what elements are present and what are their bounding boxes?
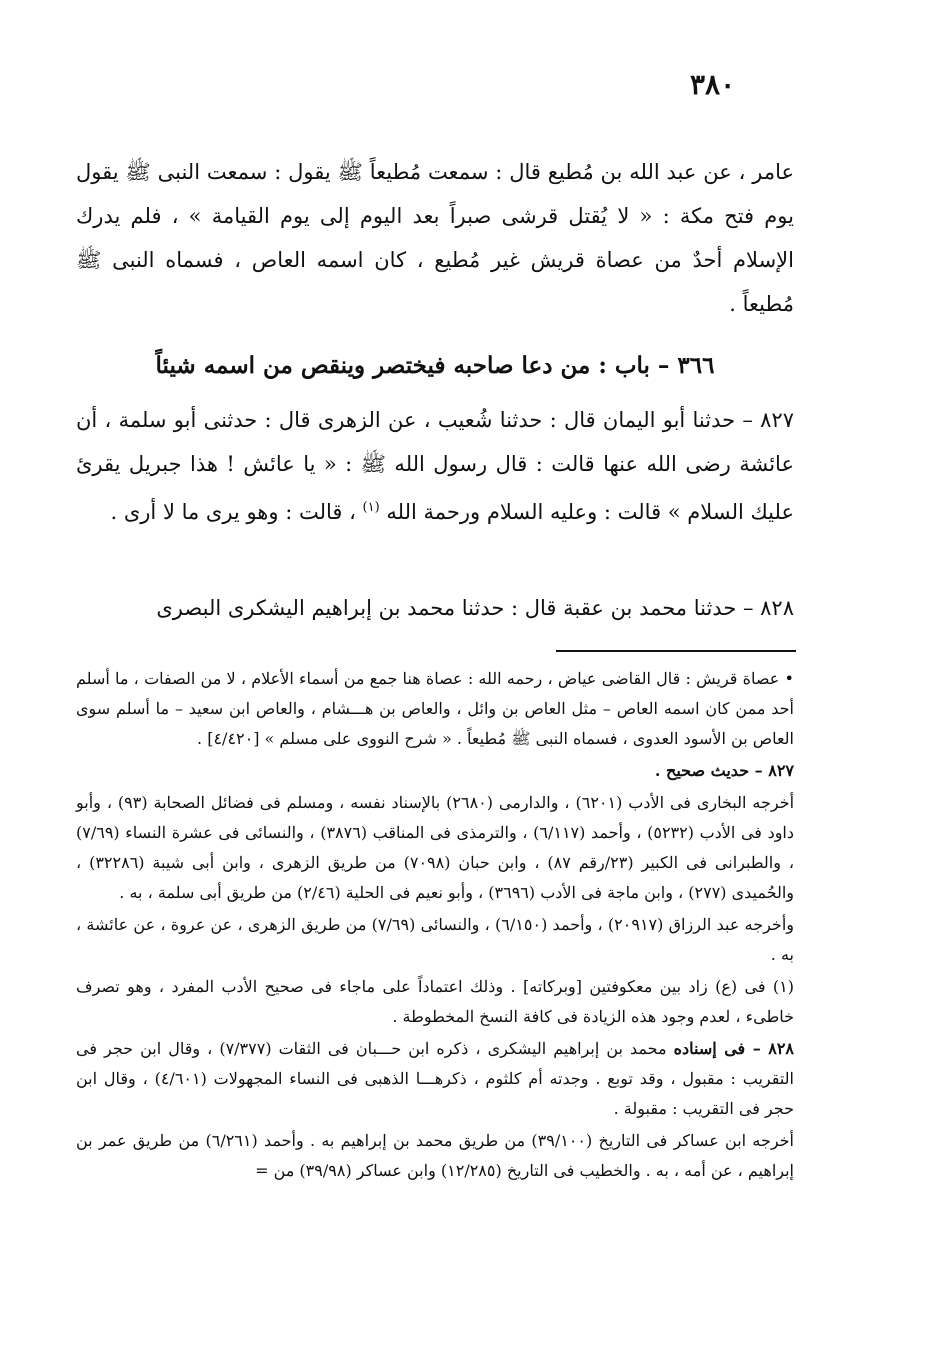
page-number: ٣٨٠ bbox=[690, 68, 736, 101]
footnote-mark: (١) bbox=[362, 500, 380, 515]
main-paragraph: عامر ، عن عبد الله بن مُطيع قال : سمعت مُطيعاً ﷺ يقول : سمعت النبى ﷺ يقول يوم فتح مكة : « لا يُقتل قرشى صبراً بعد اليوم إلى يوم القيامة » ، فلم يدرك الإسلام أحدٌ من عصاة قريش غير مُطيع ، كان اسمه العاص ، فسماه النبى ﷺ مُطيعاً . bbox=[76, 160, 794, 316]
hadith-828 bbox=[76, 586, 794, 630]
note-828-paragraph-2: أخرجه ابن عساكر فى التاريخ (٣٩/١٠٠) من طريق محمد بن إبراهيم به . وأحمد (٦/٢٦١) من طريق عمر بن إبراهيم ، عن أمه ، به . والخطيب فى التاريخ (١٢/٢٨٥) وابن عساكر (٣٩/٩٨) من = bbox=[76, 1131, 795, 1180]
footnote-separator bbox=[556, 650, 796, 652]
note-827-heading: ٨٢٧ – حديث صحيح . bbox=[654, 761, 794, 780]
note-828-text: محمد بن إبراهيم اليشكرى ، ذكره ابن حـــبان فى الثقات (٧/٣٧٧) ، وقال ابن حجر فى التقريب : مقبول ، وقد توبع . وجدته أم كلثوم ، ذكرهـــا الذهبى فى النساء المجهولات (٤/٦٠١) ، وقال ابن حجر فى التقريب : مقبولة . bbox=[76, 1039, 794, 1118]
note-827-paragraph-2: وأخرجه عبد الرزاق (٢٠٩١٧) ، وأحمد (٦/١٥٠) ، والنسائى (٧/٦٩) من طريق الزهرى ، عن عروة ، عن عائشة ، به . bbox=[76, 915, 794, 964]
hadith-828-text: ٨٢٨ – حدثنا محمد بن عقبة قال : حدثنا محمد بن إبراهيم اليشكرى البصرى bbox=[156, 596, 794, 620]
note-828-paragraph-1 bbox=[76, 1034, 794, 1124]
note-827-paragraph-1: أخرجه البخارى فى الأدب (٦٢٠١) ، والدارمى (٢٦٨٠) بالإسناد نفسه ، ومسلم فى فضائل الصحابة (٩٣) ، وأبو داود فى الأدب (٥٢٣٢) ، وأحمد (٦/١١٧) ، والترمذى فى المناقب (٣٨٧٦) ، والنسائى فى عشرة النساء (٧/٦٩) ، والطبرانى فى الكبير (٢٣/رقم ٨٧) ، وابن حبان (٧٠٩٨) من طريق الزهرى ، وابن أبى شيبة (٣٢٢٨٦) ، والحُميدى (٢٧٧) ، وابن ماجة فى الأدب (٣٦٩٦) ، وأبو نعيم فى الحلية (٢/٤٦) من طريق أبى سلمة ، به . bbox=[76, 793, 795, 902]
hadith-827-text-a: ٨٢٧ – حدثنا أبو اليمان قال : حدثنا شُعيب ، عن الزهرى قال : حدثنى أبو سلمة ، أن عائشة رضى الله عنها قالت : قال رسول الله ﷺ : « يا عائش ! هذا جبريل يقرئ عليك السلام » قالت : وعليه السلام ورحمة الله bbox=[76, 408, 794, 524]
hadith-827-text-b: ، قالت : وهو يرى ما لا أرى . bbox=[110, 500, 356, 524]
note-star: • عصاة قريش : قال القاضى عياض ، رحمه الله : عصاة هنا جمع من أسماء الأعلام ، لا من الصفات ، ما أسلم أحد ممن كان اسمه العاص – مثل العاص بن وائل ، والعاص بن هـــشام ، والعاص ابن سعيد – ما أسلم سوى العاص بن الأسود العدوى ، فسماه النبى ﷺ مُطيعاً . « شرح النووى على مسلم » [٤/٤٢٠] . bbox=[76, 669, 794, 748]
main-text bbox=[76, 150, 794, 326]
footnotes bbox=[76, 664, 794, 1188]
hadith-827 bbox=[76, 398, 794, 534]
footnote-1: (١) فى (ع) زاد بين معكوفتين [وبركاته] . وذلك اعتماداً على ماجاء فى صحيح الأدب المفرد ، وهو تصرف خاطىء ، لعدم وجود هذه الزيادة فى كافة النسخ المخطوطة . bbox=[76, 977, 794, 1026]
note-828-heading: ٨٢٨ – فى إسناده bbox=[673, 1039, 794, 1058]
chapter-title: ٣٦٦ – باب : من دعا صاحبه فيختصر وينقص من اسمه شيئاً bbox=[155, 352, 715, 379]
